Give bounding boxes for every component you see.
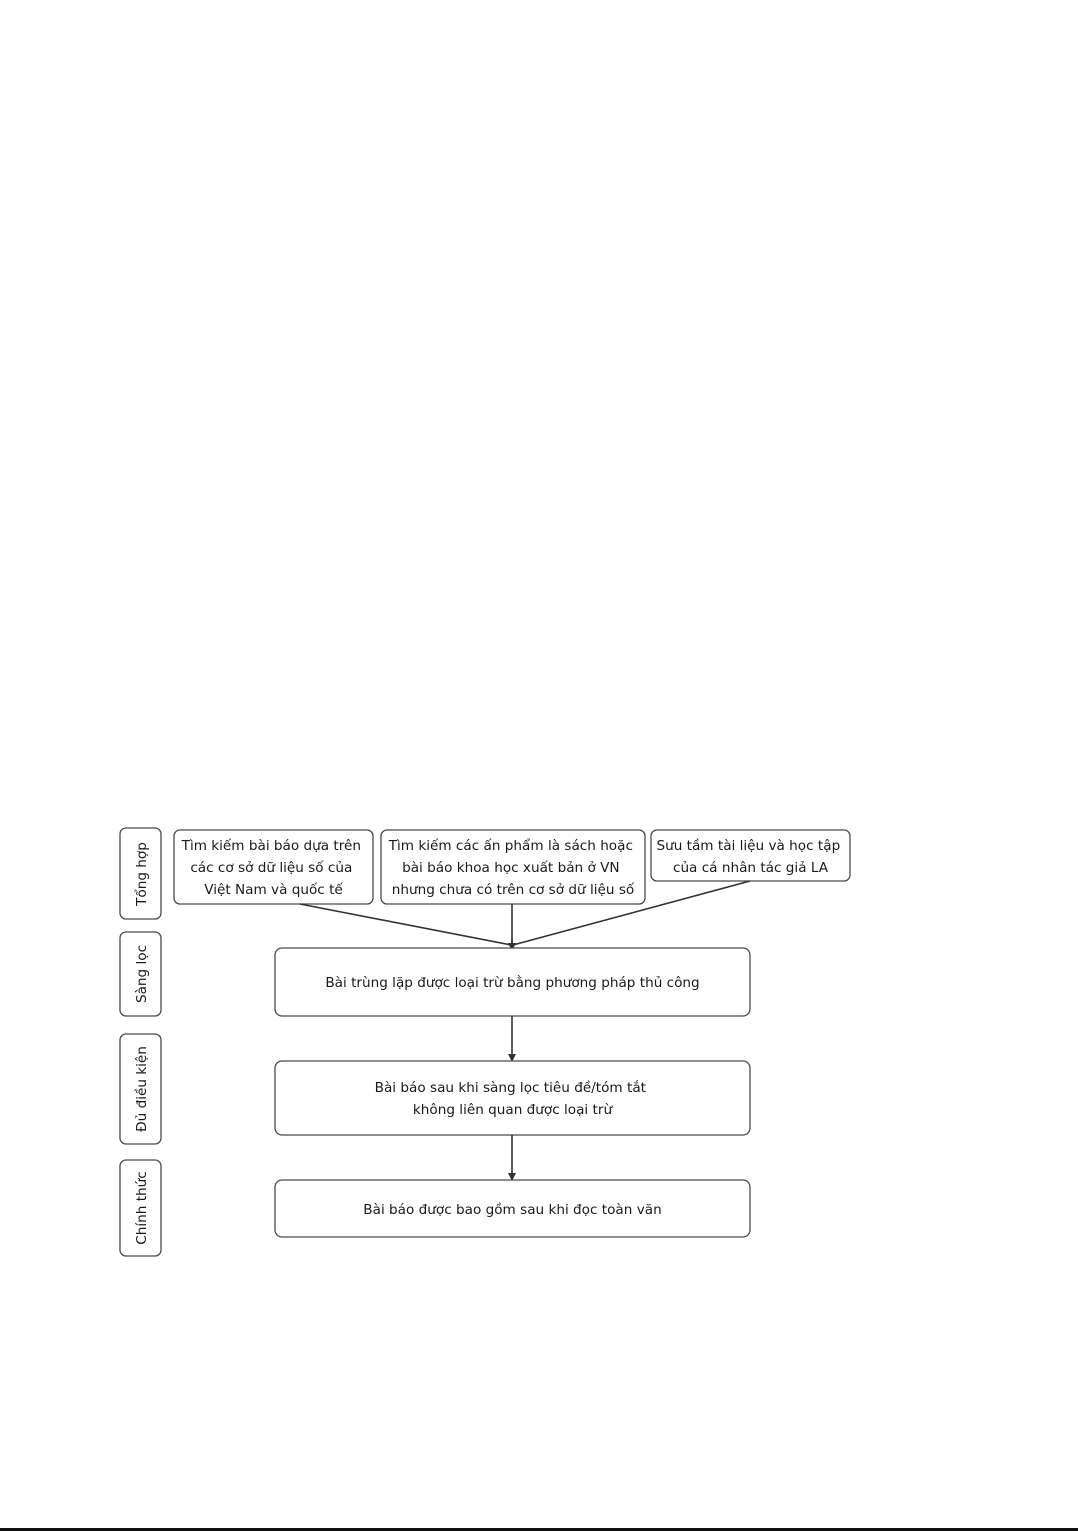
step-box-title-abstract-line: Bài báo sau khi sàng lọc tiêu đề/tóm tắt [374, 1080, 647, 1096]
step-box-dedup-line: Bài trùng lặp được loại trừ bằng phương pháp thủ công [325, 975, 700, 991]
source-box-personal-line: Sưu tầm tài liệu và học tập [656, 838, 841, 854]
page-bottom-rule [0, 1528, 1078, 1531]
source-box-publications-text [388, 837, 638, 898]
connector-databases [300, 904, 511, 945]
phase-tong-hop [120, 828, 161, 919]
source-box-publications-line: bài báo khoa học xuất bản ở VN [402, 860, 620, 876]
phase-label-sang-loc: Sàng lọc [134, 944, 150, 1004]
source-box-publications-line: Tìm kiếm các ấn phẩm là sách hoặc [388, 838, 633, 854]
source-box-databases-text [181, 837, 366, 898]
phase-label-du-dieu-kien: Đủ điều kiện [134, 1046, 150, 1132]
source-box-databases-line: các cơ sở dữ liệu số của [190, 860, 353, 876]
phase-label-tong-hop: Tổng hợp [134, 842, 150, 906]
source-box-databases [174, 830, 373, 904]
source-box-databases-line: Việt Nam và quốc tế [204, 882, 343, 898]
source-box-publications-line: nhưng chưa có trên cơ sở dữ liệu số [391, 882, 635, 898]
phase-du-dieu-kien [120, 1034, 161, 1144]
source-box-publications [381, 830, 645, 904]
source-box-personal-line: của cá nhân tác giả LA [672, 860, 829, 876]
step-box-full-text-text [363, 1201, 661, 1218]
step-box-dedup-text [325, 974, 699, 991]
step-box-full-text-line: Bài báo được bao gồm sau khi đọc toàn văn [363, 1202, 662, 1218]
step-box-title-abstract-line: không liên quan được loại trừ [412, 1102, 613, 1118]
phase-label-chinh-thuc: Chính thức [134, 1171, 150, 1245]
step-box-dedup [275, 948, 750, 1016]
step-box-title-abstract [275, 1061, 750, 1135]
phase-chinh-thuc [120, 1160, 161, 1256]
source-box-databases-line: Tìm kiếm bài báo dựa trên [181, 838, 362, 854]
source-box-personal [651, 830, 850, 881]
step-box-full-text [275, 1180, 750, 1237]
phase-sang-loc [120, 932, 161, 1016]
